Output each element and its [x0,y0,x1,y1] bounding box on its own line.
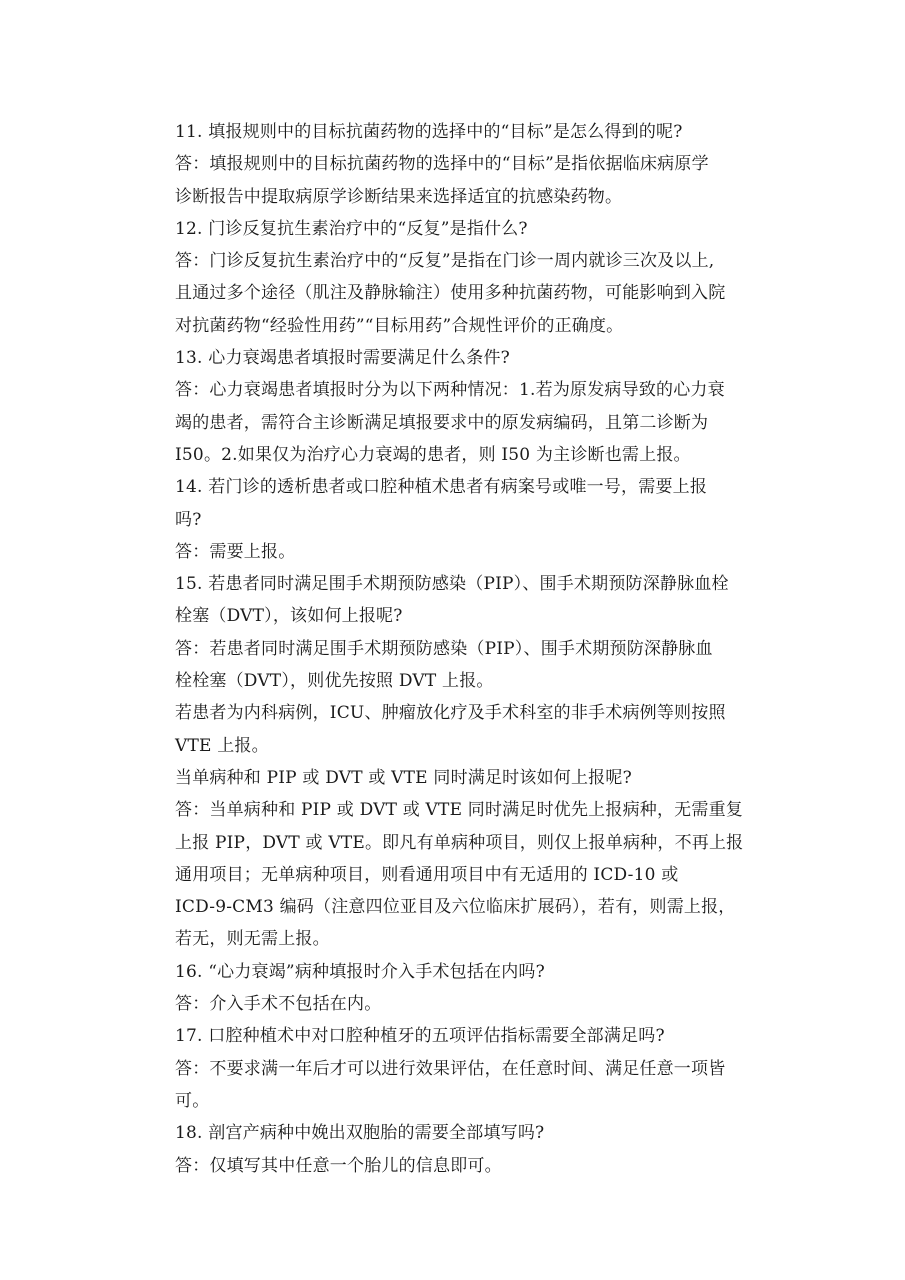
answer-line: 若无，则无需上报。 [175,929,330,950]
faq-text-body [175,116,775,1182]
question-line: 14. 若门诊的透析患者或口腔种植术患者有病案号或唯一号，需要上报 [175,477,708,498]
answer-line: 答：填报规则中的目标抗菌药物的选择中的“目标”是指依据临床病原学 [175,154,709,175]
answer-line: 栓栓塞（DVT），则优先按照 DVT 上报。 [175,671,494,692]
question-line: 16. “心力衰竭”病种填报时介入手术包括在内吗? [175,961,545,982]
answer-line: ICD-9-CM3 编码（注意四位亚目及六位临床扩展码），若有，则需上报， [175,897,736,918]
question-line: 15. 若患者同时满足围手术期预防感染（PIP）、围手术期预防深静脉血栓 [175,574,729,595]
answer-line: VTE 上报。 [175,735,269,756]
question-line: 17. 口腔种植术中对口腔种植牙的五项评估指标需要全部满足吗? [175,1026,665,1047]
answer-line: 答：介入手术不包括在内。 [175,994,382,1015]
answer-line: 上报 PIP，DVT 或 VTE。即凡有单病种项目，则仅上报单病种，不再上报 [175,832,744,853]
answer-line: 可。 [175,1090,210,1111]
answer-line: 答：当单病种和 PIP 或 DVT 或 VTE 同时满足时优先上报病种，无需重复 [175,800,743,821]
question-line: 12. 门诊反复抗生素治疗中的“反复”是指什么? [175,218,528,239]
question-line: 当单病种和 PIP 或 DVT 或 VTE 同时满足时该如何上报呢? [175,767,632,788]
answer-line: I50。2.如果仅为治疗心力衰竭的患者，则 I50 为主诊断也需上报。 [175,444,691,465]
question-line: 13. 心力衰竭患者填报时需要满足什么条件? [175,348,510,369]
question-line: 吗? [175,509,202,530]
answer-line: 且通过多个途径（肌注及静脉输注）使用多种抗菌药物，可能影响到入院 [175,283,726,304]
answer-line: 通用项目；无单病种项目，则看通用项目中有无适用的 ICD-10 或 [175,864,679,885]
question-line: 18. 剖宫产病种中娩出双胞胎的需要全部填写吗? [175,1123,545,1144]
answer-line: 对抗菌药物“经验性用药”“目标用药”合规性评价的正确度。 [175,315,624,336]
answer-line: 答：仅填写其中任意一个胎儿的信息即可。 [175,1155,502,1176]
answer-line: 若患者为内科病例，ICU、肿瘤放化疗及手术科室的非手术病例等则按照 [175,703,726,724]
answer-line: 答：不要求满一年后才可以进行效果评估，在任意时间、满足任意一项皆 [175,1058,726,1079]
answer-line: 竭的患者，需符合主诊断满足填报要求中的原发病编码，且第二诊断为 [175,412,709,433]
answer-line: 答：需要上报。 [175,541,296,562]
question-line: 栓塞（DVT），该如何上报呢? [175,606,403,627]
answer-line: 诊断报告中提取病原学诊断结果来选择适宜的抗感染药物。 [175,186,623,207]
answer-line: 答：门诊反复抗生素治疗中的“反复”是指在门诊一周内就诊三次及以上, [175,251,715,272]
question-line: 11. 填报规则中的目标抗菌药物的选择中的“目标”是怎么得到的呢? [175,122,683,142]
answer-line: 答：若患者同时满足围手术期预防感染（PIP）、围手术期预防深静脉血 [175,638,713,659]
answer-line: 答：心力衰竭患者填报时分为以下两种情况：1.若为原发病导致的心力衰 [175,380,725,401]
